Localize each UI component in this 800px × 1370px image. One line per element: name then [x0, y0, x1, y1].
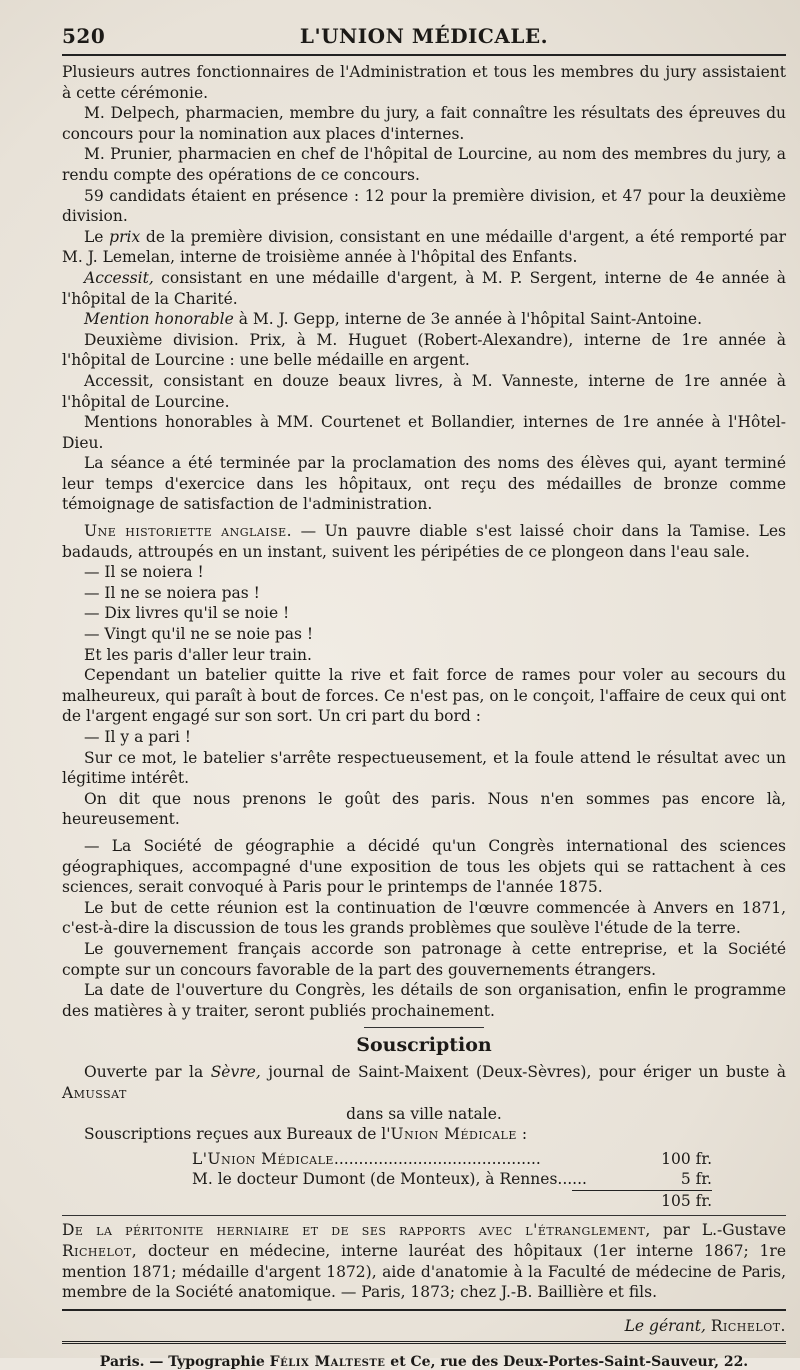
paragraph: M. Prunier, pharmacien en chef de l'hôpital de Lourcine, au nom des membres du jury, a rendu compte des opérations de ce concours.	[62, 145, 786, 184]
subscriber	[192, 1149, 642, 1170]
text: Mention honorable	[84, 310, 234, 329]
text: Accessit,	[84, 268, 154, 287]
anecdote-intro	[62, 521, 786, 562]
subscription-intro	[62, 1062, 786, 1103]
paragraph: Cependant un batelier quitte la rive et fait force de rames pour voler au secours du malheureux, qui paraît à bout de forces. Ce n'est pas, on le conçoit, l'affaire de ceux qui ont de l'argent engagé sur son sort. Un cri part du bord :	[62, 666, 786, 726]
text: Union Médicale	[390, 1125, 517, 1144]
paragraph: Plusieurs autres fonctionnaires de l'Administration et tous les membres du jury assistaient à cette cérémonie.	[62, 63, 786, 102]
paragraph: Le but de cette réunion est la continuation de l'œuvre commencée à Anvers en 1871, c'est-à-dire la discussion de tous les grands problèmes que soulève l'étude de la terre.	[62, 898, 786, 938]
dialog-line: — Il se noiera !	[84, 563, 204, 582]
mention-paragraph	[62, 309, 786, 330]
article-body	[62, 62, 786, 1021]
subscriber	[192, 1169, 642, 1190]
imprint	[62, 1354, 786, 1370]
amount: 5 fr.	[680, 1170, 712, 1189]
amount: 100 fr.	[661, 1149, 712, 1168]
accessit-paragraph	[62, 268, 786, 309]
section-divider	[364, 1027, 484, 1028]
text: Le	[84, 227, 110, 246]
subscription-title: Souscription	[356, 1034, 492, 1057]
signature	[62, 1317, 786, 1335]
text: Richelot.	[710, 1316, 786, 1335]
text: et Ce, rue des Deux-Portes-Saint-Sauveur, 22.	[385, 1353, 749, 1370]
dialog-line: — Il ne se noiera pas !	[84, 583, 260, 602]
text: Le gérant,	[624, 1316, 706, 1335]
page-number: 520	[62, 24, 106, 48]
subscription-section	[62, 1062, 786, 1144]
paragraph: Accessit, consistant en douze beaux livres, à M. Vanneste, interne de 1re année à l'hôpital de Lourcine.	[62, 371, 786, 411]
subscription-row	[192, 1149, 712, 1170]
paragraph: La date de l'ouverture du Congrès, les détails de son organisation, enfin le programme des matières à y traiter, seront publiés prochainement.	[62, 981, 786, 1020]
dialog-line: — Il y a pari !	[84, 728, 191, 746]
paragraph: M. Delpech, pharmacien, membre du jury, a fait connaître les résultats des épreuves du concours pour la nomination aux places d'internes.	[62, 104, 786, 143]
anecdote-title: Une historiette anglaise.	[84, 522, 293, 541]
text: L'Union Médicale	[192, 1149, 334, 1168]
paragraph: Sur ce mot, le batelier s'arrête respectueusement, et la foule attend le résultat avec un légitime intérêt.	[62, 748, 786, 788]
text: Amussat	[62, 1083, 127, 1102]
text: prix	[109, 227, 141, 246]
paragraph: Le gouvernement français accorde son patronage à cette entreprise, et la Société compte sur un concours favorable de la part des gouvernements étrangers.	[62, 939, 786, 979]
text: par L.-Gustave	[650, 1221, 786, 1240]
text: :	[516, 1125, 528, 1144]
text: à M. J. Gepp, interne de 3e année à l'hôpital Saint-Antoine.	[233, 310, 703, 329]
paragraph: Et les paris d'aller leur train.	[84, 645, 312, 664]
header-rule	[62, 54, 786, 56]
dialog-line: — Dix livres qu'il se noie !	[84, 604, 290, 623]
text: Souscriptions reçues aux Bureaux de l'	[84, 1125, 391, 1144]
paragraph: La séance a été terminée par la proclamation des noms des élèves qui, ayant terminé leur temps d'exercice dans les hôpitaux, ont reçu des médailles de bronze comme témoignage de satisfaction de l'administration.	[62, 454, 786, 514]
page-header	[62, 14, 786, 48]
text: Ouverte par la	[84, 1063, 211, 1082]
book-paragraph	[62, 1220, 786, 1302]
paragraph: On dit que nous prenons le goût des paris. Nous n'en sommes pas encore là, heureusement.	[62, 789, 786, 829]
text: Félix Malteste	[269, 1353, 386, 1370]
text: consistant en une médaille d'argent, à M. P. Sergent, interne de 4e année à l'hôpital de la Charité.	[62, 268, 786, 308]
book-author: Richelot,	[62, 1242, 138, 1261]
text: Sèvre,	[210, 1063, 261, 1082]
prize-paragraph	[62, 227, 786, 268]
book-title: De la péritonite herniaire et de ses rapports avec l'étranglement,	[62, 1221, 651, 1240]
running-title: L'UNION MÉDICALE.	[299, 24, 549, 48]
dialog-line: — Vingt qu'il ne se noie pas !	[84, 625, 314, 644]
leader-dots: ......	[557, 1170, 587, 1189]
text: de la première division, consistant en une médaille d'argent, a été remporté par M. J. Lemelan, interne de troisième année à l'hôpital des Enfants.	[62, 227, 786, 267]
text: M. le docteur Dumont (de Monteux), à Rennes	[192, 1170, 558, 1189]
leader-dots: ..........................................	[333, 1149, 541, 1168]
subscription-table	[192, 1149, 712, 1212]
subscription-total: 105 fr.	[572, 1190, 712, 1212]
text: — Un pauvre diable s'est laissé choir dans la Tamise. Les badauds, attroupés en un instant, suivent les péripéties de ce plongeon dans l'eau sale.	[62, 522, 786, 561]
subscription-received	[62, 1124, 786, 1145]
paragraph: Deuxième division. Prix, à M. Huguet (Robert-Alexandre), interne de 1re année à l'hôpital de Lourcine : une belle médaille en argent.	[62, 330, 786, 370]
footer-double-rule	[62, 1341, 786, 1344]
paragraph: 59 candidats étaient en présence : 12 pour la première division, et 47 pour la deuxième division.	[62, 186, 786, 226]
subscription-intro-cont: dans sa ville natale.	[346, 1104, 502, 1123]
text: journal de Saint-Maixent (Deux-Sèvres), pour ériger un buste à	[260, 1063, 786, 1082]
book-notice	[62, 1220, 786, 1302]
paragraph: Mentions honorables à MM. Courtenet et Bollandier, internes de 1re année à l'Hôtel-Dieu.	[62, 413, 786, 452]
footer-rule	[62, 1309, 786, 1311]
subscription-row	[192, 1169, 712, 1190]
section-divider	[62, 1215, 786, 1216]
paragraph: — La Société de géographie a décidé qu'un Congrès international des sciences géographiques, accompagné d'une exposition de tous les objets qui se rattachent à ces sciences, serait convoqué à Paris pour le printemps de l'année 1875.	[62, 836, 786, 897]
text: docteur en médecine, interne lauréat des hôpitaux (1er interne 1867; 1re mention 1871; médaille d'argent 1872), aide d'anatomie à la Faculté de médecine de Paris, membre de la Société anatomique. — Paris, 1873; chez J.-B. Baillière et fils.	[62, 1242, 786, 1302]
text: Paris. — Typographie	[99, 1353, 270, 1370]
